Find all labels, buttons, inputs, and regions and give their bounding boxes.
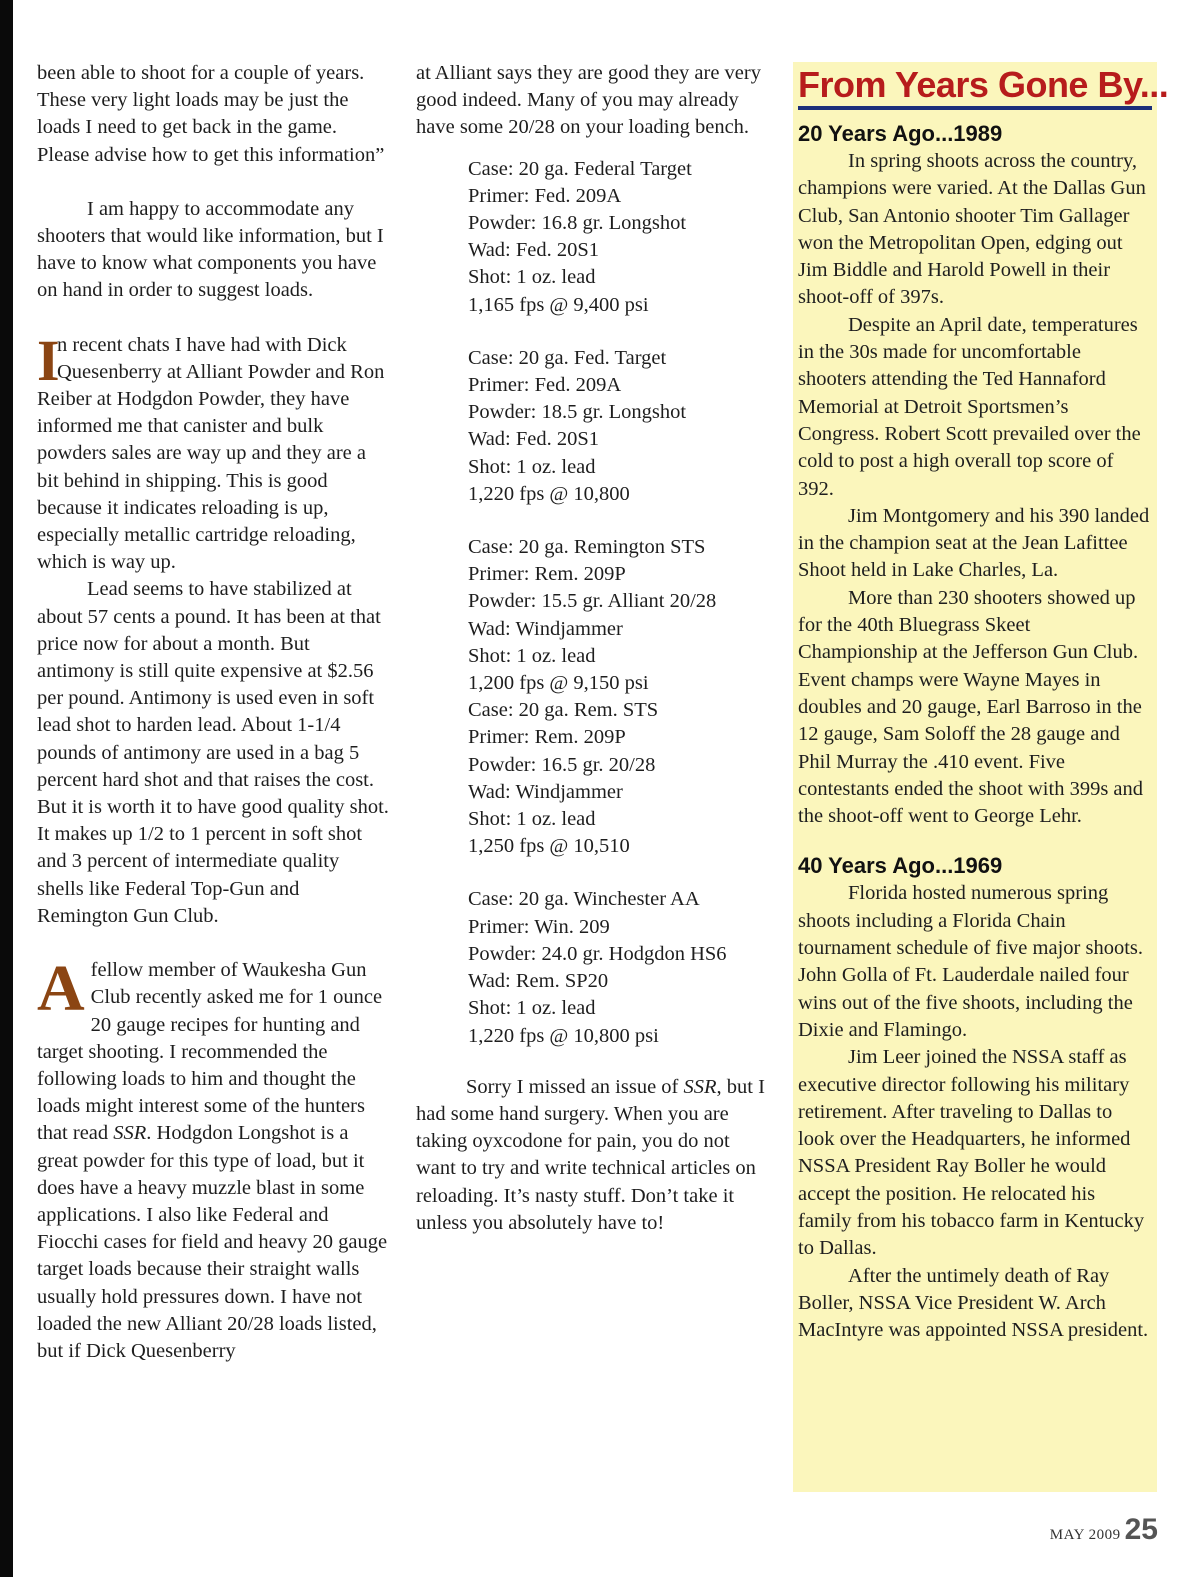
paragraph-fellow-text-b: . Hodgdon Longshot is a great powder for this type of load, but it does have a heavy muzzle blast in some applications. I also like Federal and Fiocchi cases for field and heavy 20 gauge target loads because their straight walls usually hold pressures down. I have not loaded the new Alliant 20/28 loads listed, but if Dick Quesenberry — [37, 1122, 388, 1362]
recipe-shot: Shot: 1 oz. lead — [468, 808, 596, 831]
load-recipe — [468, 156, 766, 319]
recipe-velocity: 1,200 fps @ 9,150 psi — [468, 672, 649, 695]
recipe-shot: Shot: 1 oz. lead — [468, 266, 596, 289]
recipe-wad: Wad: Windjammer — [468, 780, 623, 803]
load-recipe — [468, 345, 766, 508]
sidebar-paragraph: More than 230 shooters showed up for the 40th Bluegrass Skeet Championship at the Jefferson Gun Club. Event champs were Wayne Mayes in doubles and 20 gauge, Earl Barroso in the 12 gauge, Sam Soloff the 28 gauge and Phil Murray the .410 event. Five contestants ended the shoot with 399s and the shoot-off went to George Lehr. — [798, 586, 1144, 828]
recipe-powder: Powder: 16.5 gr. 20/28 — [468, 753, 656, 776]
sidebar-paragraph: In spring shoots across the country, champions were varied. At the Dallas Gun Club, San Antonio shooter Tim Gallager won the Metropolitan Open, edging out Jim Biddle and Harold Powell in their shoot-off of 397s. — [798, 150, 1146, 309]
recipe-velocity: 1,165 fps @ 9,400 psi — [468, 293, 649, 316]
paragraph-sorry-ssr: SSR — [683, 1075, 717, 1098]
dropcap-i: I — [37, 327, 60, 393]
load-recipe — [468, 697, 766, 860]
paragraph-fellow — [37, 952, 389, 1365]
dropcap-a: A — [37, 952, 85, 1026]
sidebar-heading-1989: 20 Years Ago...1989 — [798, 121, 1003, 146]
sidebar-title: From Years Gone By... — [798, 64, 1169, 105]
sidebar-title-rule — [798, 106, 1152, 110]
recipe-powder: Powder: 15.5 gr. Alliant 20/28 — [468, 590, 717, 613]
page-edge-shadow — [0, 0, 13, 1577]
recipe-primer: Primer: Fed. 209A — [468, 374, 622, 397]
sidebar-years-gone-by — [793, 62, 1169, 1492]
recipe-case: Case: 20 ga. Rem. STS — [468, 699, 659, 722]
page-footer — [1050, 1513, 1158, 1547]
recipe-powder: Powder: 16.8 gr. Longshot — [468, 212, 687, 235]
sidebar-paragraph: After the untimely death of Ray Boller, NSSA Vice President W. Arch MacIntyre was appointed NSSA president. — [798, 1264, 1149, 1342]
paragraph-fellow-ssr: SSR — [113, 1122, 147, 1145]
paragraph-happy: I am happy to accommodate any shooters that would like information, but I have to know what components you have on hand in order to suggest loads. — [37, 197, 384, 302]
footer-issue-date: MAY 2009 — [1049, 1527, 1121, 1543]
recipe-primer: Primer: Rem. 209P — [468, 726, 626, 749]
sidebar-paragraph: Jim Montgomery and his 390 landed in the champion seat at the Jean Lafittee Shoot held in Lake Charles, La. — [798, 504, 1150, 582]
recipe-primer: Primer: Fed. 209A — [468, 184, 622, 207]
recipe-powder: Powder: 24.0 gr. Hodgdon HS6 — [468, 942, 727, 965]
recipe-case: Case: 20 ga. Fed. Target — [468, 346, 667, 369]
paragraph-sorry-text-a: Sorry I missed an issue of — [466, 1075, 684, 1098]
sidebar-paragraph: Jim Leer joined the NSSA staff as executive director following his military retirement. After traveling to Dallas to look over the Headquarters, he informed NSSA President Ray Boller he would accept the position. He relocated his family from his tobacco farm in Kentucky to Dallas. — [798, 1046, 1145, 1260]
recipe-velocity: 1,220 fps @ 10,800 — [468, 482, 630, 505]
paragraph-sorry-text-b: , but I had some hand surgery. When you are taking oyxcodone for pain, you do not want to try and write technical articles on reloading. It’s nasty stuff. Don’t take it unless you absolutely have to! — [416, 1075, 765, 1234]
paragraph-continued: at Alliant says they are good they are very good indeed. Many of you may already have some 20/28 on your loading bench. — [416, 62, 761, 139]
recipe-wad: Wad: Fed. 20S1 — [468, 239, 600, 262]
recipe-case: Case: 20 ga. Federal Target — [468, 157, 692, 180]
recipe-shot: Shot: 1 oz. lead — [468, 455, 596, 478]
article-column-1 — [37, 60, 389, 1365]
paragraph-chats — [37, 327, 389, 577]
recipe-powder: Powder: 18.5 gr. Longshot — [468, 401, 687, 424]
recipe-case: Case: 20 ga. Remington STS — [468, 536, 706, 559]
recipe-velocity: 1,220 fps @ 10,800 psi — [468, 1024, 659, 1047]
article-column-2 — [416, 60, 766, 1237]
recipe-primer: Primer: Rem. 209P — [468, 563, 626, 586]
load-recipe — [468, 886, 766, 1049]
page-number: 25 — [1124, 1513, 1158, 1546]
recipe-primer: Primer: Win. 209 — [468, 915, 610, 938]
sidebar-heading-1969: 40 Years Ago...1969 — [798, 853, 1003, 879]
load-recipes — [468, 156, 766, 1050]
recipe-wad: Wad: Fed. 20S1 — [468, 428, 600, 451]
sidebar-body — [798, 120, 1152, 1344]
paragraph-intro: been able to shoot for a couple of years. These very light loads may be just the loads I need to get back in the game. Please advise how to get this information” — [37, 62, 385, 166]
recipe-wad: Wad: Rem. SP20 — [468, 970, 609, 993]
recipe-case: Case: 20 ga. Winchester AA — [468, 888, 700, 911]
recipe-shot: Shot: 1 oz. lead — [468, 997, 596, 1020]
sidebar-paragraph: Florida hosted numerous spring shoots including a Florida Chain tournament schedule of five major shoots. John Golla of Ft. Lauderdale nailed four wins out of the five shoots, including the Dixie and Flamingo. — [798, 882, 1143, 1041]
sidebar-paragraph: Despite an April date, temperatures in the 30s made for uncomfortable shooters attending the Ted Hannaford Memorial at Detroit Sportsmen’s Congress. Robert Scott prevailed over the cold to post a high overall top score of 392. — [798, 313, 1141, 500]
paragraph-lead: Lead seems to have stabilized at about 57 cents a pound. It has been at that price now for about a month. But antimony is still quite expensive at $2.56 per pound. Antimony is used even in soft lead shot to harden lead. About 1-1/4 pounds of antimony are used in a bag 5 percent hard shot and that raises the cost. But it is worth it to have good quality shot. It makes up 1/2 to 1 percent in soft shot and 3 percent of intermediate quality shells like Federal Top-Gun and Remington Gun Club. — [37, 578, 389, 927]
paragraph-sorry — [416, 1074, 766, 1237]
paragraph-fellow-text-a: fellow member of Waukesha Gun Club recently asked me for 1 ounce 20 gauge recipes for hunting and target shooting. I recommended the following loads to him and thought the loads might interest some of the hunters that read — [37, 959, 383, 1145]
recipe-velocity: 1,250 fps @ 10,510 — [468, 835, 630, 858]
load-recipe — [468, 534, 766, 697]
paragraph-chats-text: n recent chats I have had with Dick Quesenberry at Alliant Powder and Ron Reiber at Hodgdon Powder, they have informed me that canister and bulk powders sales are way up and they are a bit behind in shipping. This is good because it indicates reloading is up, especially metallic cartridge reloading, which is way up. — [37, 333, 385, 574]
recipe-wad: Wad: Windjammer — [468, 617, 623, 640]
recipe-shot: Shot: 1 oz. lead — [468, 644, 596, 667]
